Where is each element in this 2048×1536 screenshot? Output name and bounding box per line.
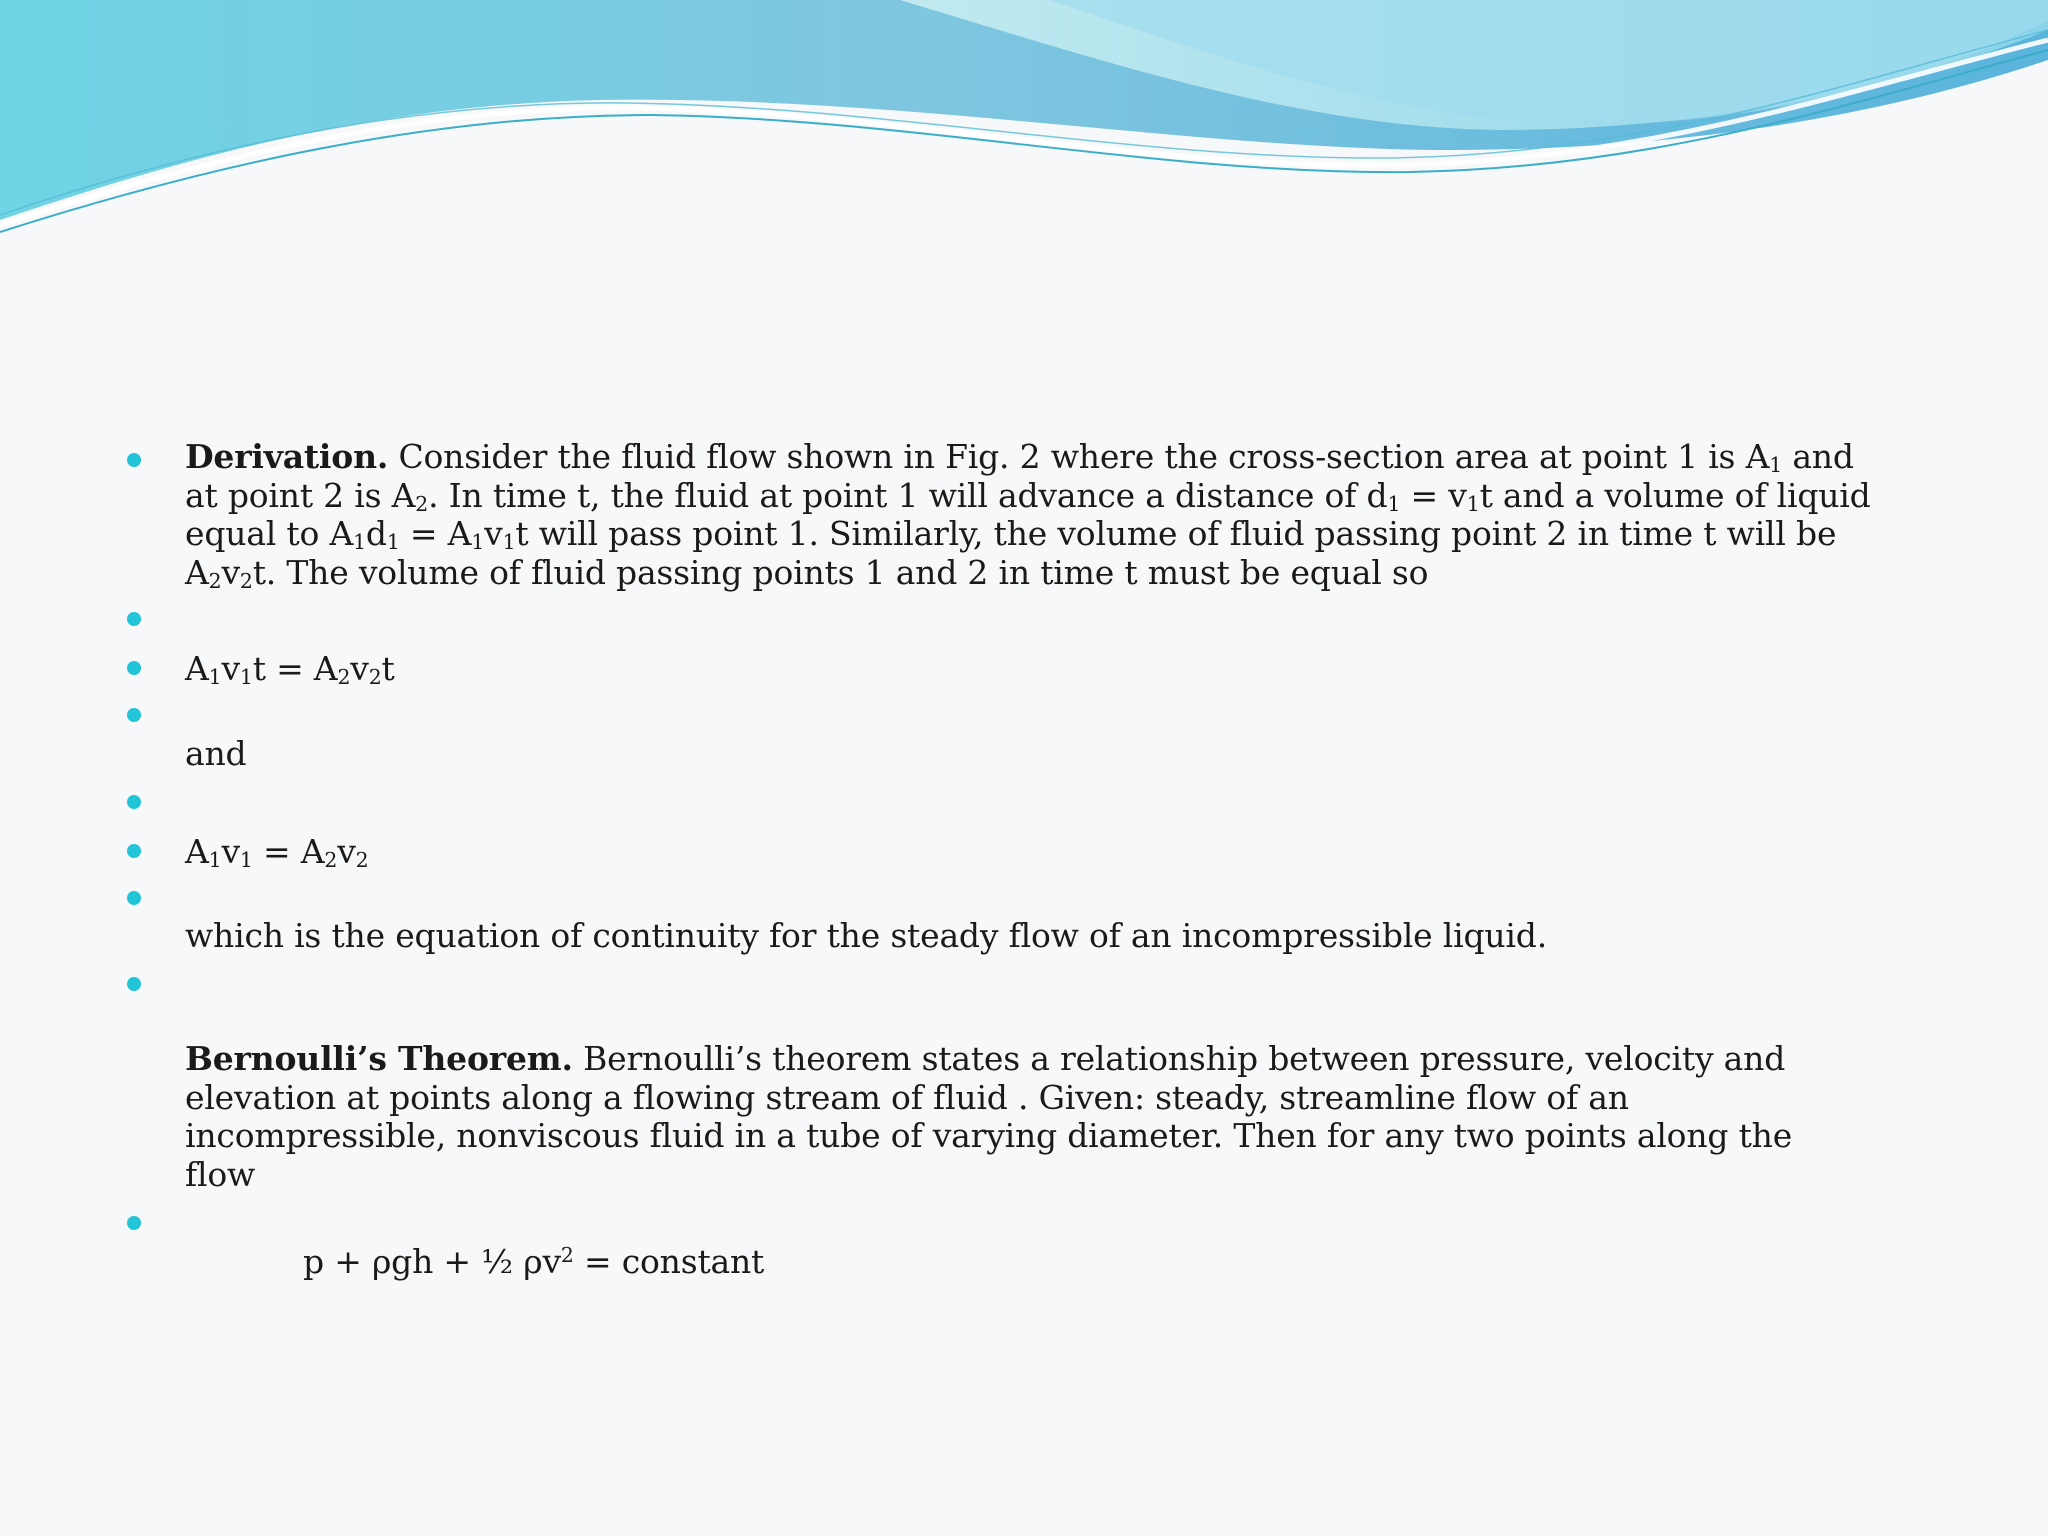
subscript: 2: [355, 848, 369, 873]
derivation-line-1: [185, 438, 1905, 477]
bernoulli-line-4: flow: [185, 1154, 256, 1194]
derivation-line-4: [185, 554, 1905, 593]
text-run: = v: [1400, 475, 1467, 515]
bernoulli-equation: [303, 1243, 2023, 1282]
subscript: 1: [502, 530, 516, 555]
subscript: 1: [208, 665, 222, 690]
subscript: 1: [471, 530, 485, 555]
bullet-icon: [127, 844, 141, 858]
derivation-line-3: [185, 515, 1905, 554]
text-run: = constant: [573, 1242, 765, 1281]
derivation-heading: Derivation.: [185, 437, 389, 476]
bullet-icon: [127, 977, 141, 991]
bullet-icon: [127, 453, 141, 467]
subscript: 1: [386, 530, 400, 555]
bernoulli-paragraph: [185, 1040, 1905, 1194]
text-run: Bernoulli’s theorem states a relationship between pressure, velocity and: [572, 1039, 1786, 1078]
equation-1: [185, 650, 1905, 689]
and-text: and: [185, 734, 247, 773]
text-run: at point 2 is A: [185, 475, 416, 515]
subscript: 2: [324, 848, 338, 873]
subscript: 2: [368, 665, 382, 690]
derivation-line-2: [185, 477, 1905, 516]
subscript: 2: [415, 491, 429, 516]
text-run: A: [185, 649, 209, 688]
text-run: t and a volume of liquid: [1479, 475, 1871, 515]
bullet-icon: [127, 891, 141, 905]
bernoulli-line-2: elevation at points along a flowing stream of fluid . Given: steady, streamline flow of an: [185, 1077, 1629, 1117]
subscript: 1: [208, 848, 222, 873]
text-run: Consider the fluid flow shown in Fig. 2 where the cross-section area at point 1 is A: [398, 437, 1770, 476]
subscript: 1: [239, 665, 253, 690]
bernoulli-heading: Bernoulli’s Theorem.: [185, 1039, 573, 1078]
text-run: v: [221, 552, 240, 592]
text-run: = A: [252, 832, 325, 871]
text-run: p + ρgh + ½ ρv: [303, 1242, 561, 1281]
subscript: 2: [208, 568, 222, 593]
text-run: d: [365, 514, 387, 553]
text-run: t: [381, 649, 395, 688]
bullet-icon: [127, 1216, 141, 1230]
text-run: v: [221, 649, 240, 688]
bullet-icon: [127, 661, 141, 675]
continuity-statement: which is the equation of continuity for the steady flow of an incompressible liquid.: [185, 916, 1547, 955]
bernoulli-line-3: incompressible, nonviscous fluid in a tube of varying diameter. Then for any two points along the: [185, 1116, 1793, 1155]
subscript: 2: [337, 665, 351, 690]
text-run: v: [484, 514, 503, 553]
text-run: v: [350, 649, 369, 688]
text-run: t = A: [252, 649, 338, 688]
superscript: 2: [560, 1242, 574, 1267]
subscript: 1: [1387, 491, 1401, 516]
bullet-icon: [127, 795, 141, 809]
text-run: A: [185, 552, 209, 592]
bernoulli-line-1: [185, 1040, 1905, 1079]
bullet-icon: [127, 708, 141, 722]
text-run: = A: [399, 514, 472, 553]
text-run: and: [1782, 437, 1854, 476]
equation-2: [185, 833, 1905, 872]
text-run: v: [221, 832, 240, 871]
text-run: . In time t, the fluid at point 1 will advance a distance of d: [428, 475, 1388, 515]
text-run: v: [337, 832, 356, 871]
subscript: 1: [239, 848, 253, 873]
text-run: A: [185, 832, 209, 871]
derivation-paragraph: [185, 438, 1905, 592]
text-run: equal to A: [185, 514, 354, 553]
subscript: 2: [239, 568, 253, 593]
text-run: t will pass point 1. Similarly, the volume of fluid passing point 2 in time t will be: [515, 514, 1837, 553]
subscript: 1: [1769, 453, 1783, 478]
subscript: 1: [1466, 491, 1480, 516]
text-run: t. The volume of fluid passing points 1 and 2 in time t must be equal so: [252, 552, 1429, 592]
subscript: 1: [353, 530, 366, 555]
bullet-icon: [127, 612, 141, 626]
